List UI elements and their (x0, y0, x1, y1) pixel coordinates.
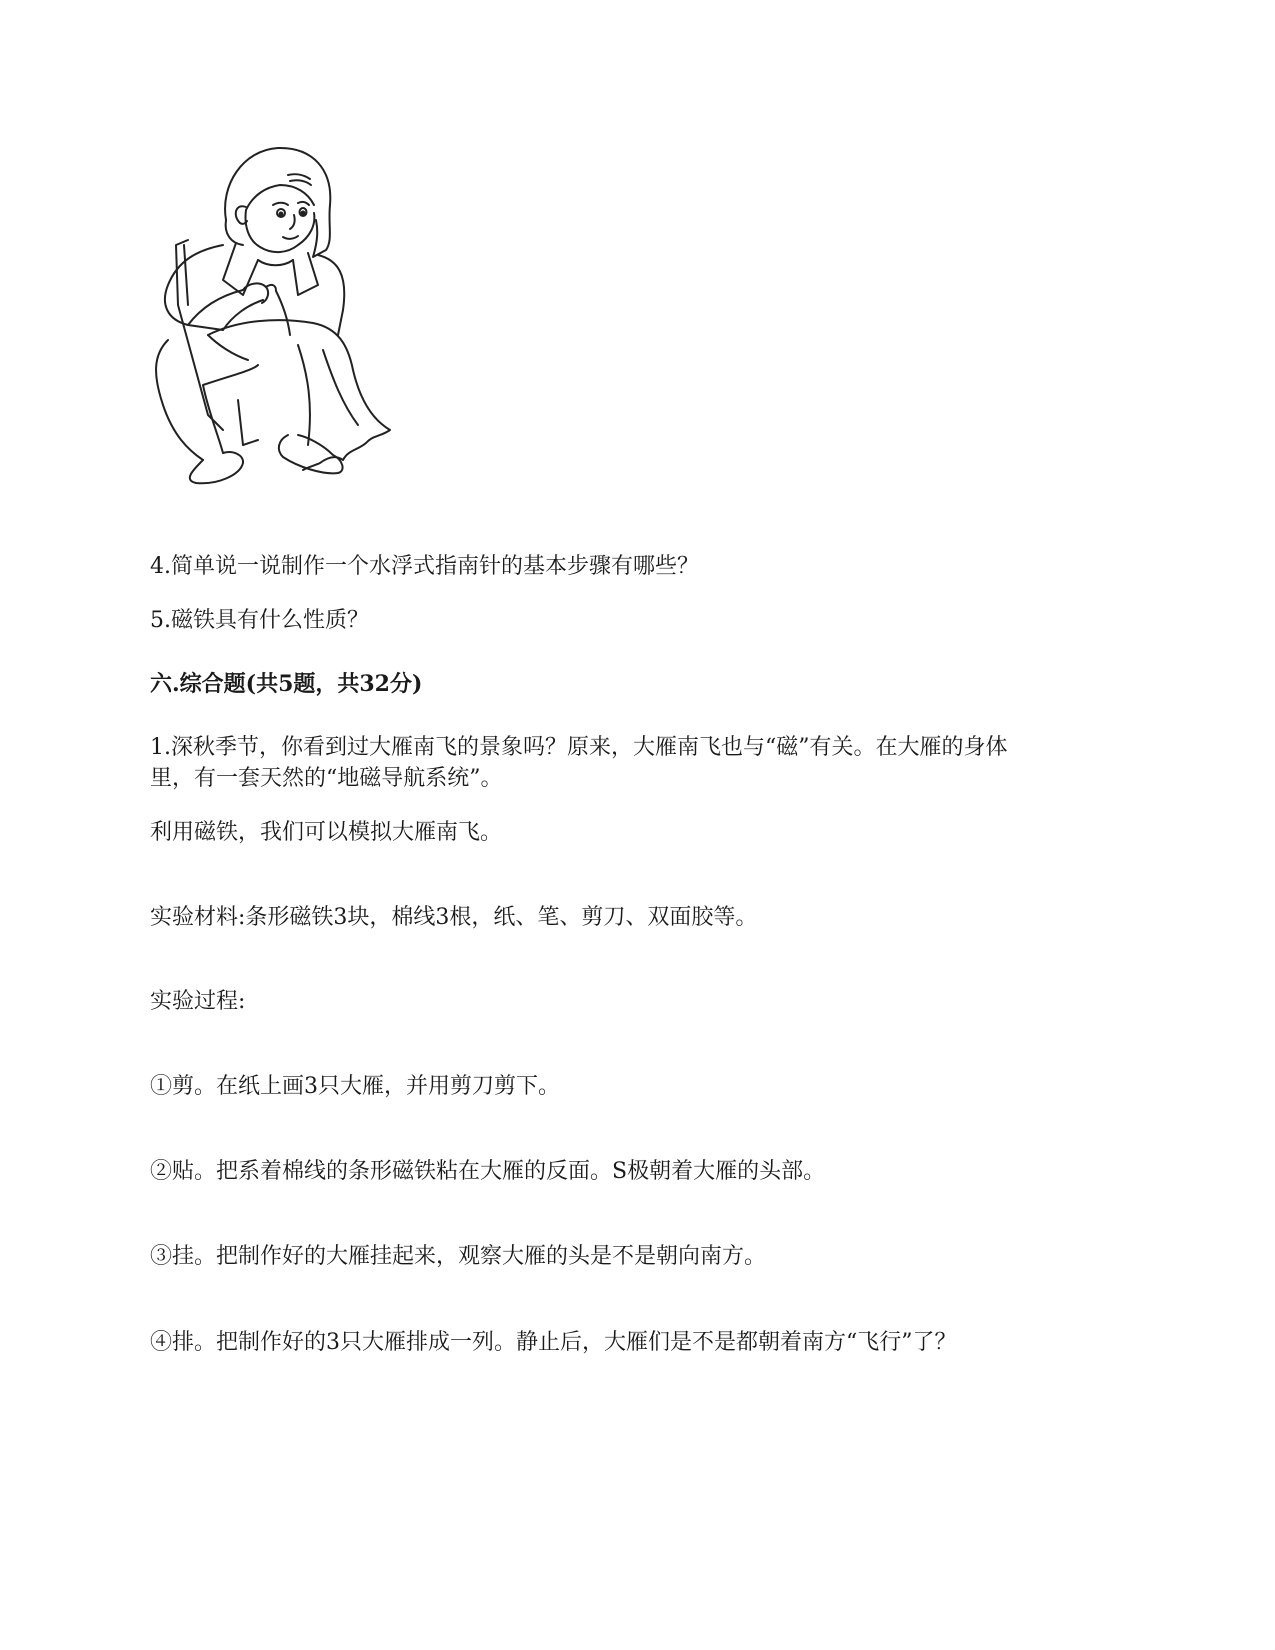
elderly-woman-sewing-icon (148, 145, 398, 495)
q1-process-label: 实验过程: (150, 989, 246, 1014)
q1-step-2: ②贴。把系着棉线的条形磁铁粘在大雁的反面。S极朝着大雁的头部。 (150, 1159, 826, 1184)
section-heading: 六.综合题(共5题，共32分) (150, 671, 423, 697)
q1-intro-line-2: 里，有一套天然的“地磁导航系统”。 (150, 766, 503, 791)
q1-step-4: ④排。把制作好的3只大雁排成一列。静止后，大雁们是不是都朝着南方“飞行”了？ (150, 1330, 957, 1355)
elderly-woman-sewing-illustration (148, 145, 398, 495)
question-4-text: 4.简单说一说制作一个水浮式指南针的基本步骤有哪些？ (150, 554, 699, 579)
question-5-text: 5.磁铁具有什么性质？ (150, 608, 369, 633)
q1-intro-line-1: 1.深秋季节，你看到过大雁南飞的景象吗？原来，大雁南飞也与“磁”有关。在大雁的身体 (150, 735, 1008, 760)
q1-step-3: ③挂。把制作好的大雁挂起来，观察大雁的头是不是朝向南方。 (150, 1244, 767, 1269)
q1-materials-text: 实验材料:条形磁铁3块，棉线3根，纸、笔、剪刀、双面胶等。 (150, 905, 758, 930)
q1-step-1: ①剪。在纸上画3只大雁，并用剪刀剪下。 (150, 1074, 560, 1099)
q1-simulate-text: 利用磁铁，我们可以模拟大雁南飞。 (150, 820, 503, 845)
